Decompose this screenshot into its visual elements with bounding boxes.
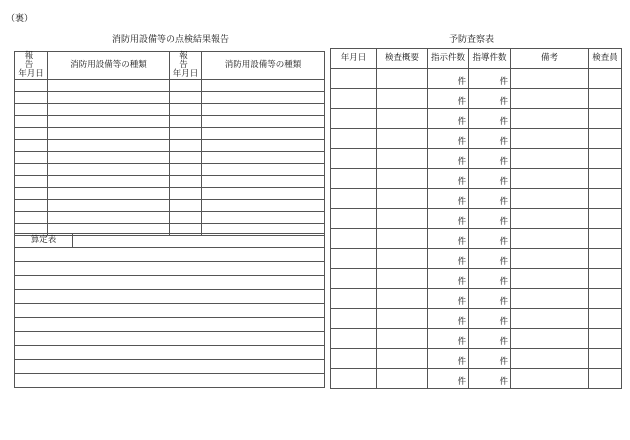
count-unit: 件 — [499, 377, 508, 388]
count-unit: 件 — [457, 257, 466, 268]
report-date-header-line1: 報 告 — [24, 51, 42, 70]
inspection-cell — [511, 109, 589, 129]
count-unit: 件 — [499, 237, 508, 248]
inspection-cell — [511, 189, 589, 209]
inspection-cell — [377, 249, 428, 269]
inspection-cell — [511, 69, 589, 89]
inspection-cell — [589, 289, 622, 309]
guidance-count-cell — [469, 269, 511, 289]
inspection-date-header: 年月日 — [331, 49, 377, 69]
count-unit: 件 — [457, 217, 466, 228]
count-unit: 件 — [457, 297, 466, 308]
calc-cell — [15, 318, 325, 332]
inspection-cell — [377, 149, 428, 169]
guidance-count-cell — [469, 89, 511, 109]
calc-table — [14, 233, 325, 388]
directions-count-cell — [428, 349, 469, 369]
report-row — [15, 103, 325, 115]
count-unit: 件 — [457, 317, 466, 328]
page-marker: （裏） — [6, 14, 34, 24]
inspection-cell — [589, 209, 622, 229]
guidance-count-cell — [469, 169, 511, 189]
calc-cell — [15, 290, 325, 304]
count-unit: 件 — [457, 277, 466, 288]
report-row — [15, 199, 325, 211]
report-cell — [170, 127, 202, 139]
inspection-cell — [331, 309, 377, 329]
count-unit: 件 — [499, 297, 508, 308]
directions-count-cell — [428, 109, 469, 129]
report-date-header-line1: 報 告 — [179, 51, 196, 70]
count-unit: 件 — [499, 277, 508, 288]
count-unit: 件 — [457, 97, 466, 108]
inspection-cell — [331, 209, 377, 229]
inspection-cell — [511, 249, 589, 269]
count-unit: 件 — [499, 357, 508, 368]
directions-count-cell — [428, 69, 469, 89]
inspection-cell — [331, 89, 377, 109]
inspection-directions-header: 指示件数 — [428, 49, 469, 69]
count-unit: 件 — [499, 137, 508, 148]
count-unit: 件 — [499, 117, 508, 128]
inspection-cell — [331, 269, 377, 289]
inspection-cell — [589, 309, 622, 329]
inspection-cell — [511, 369, 589, 389]
count-unit: 件 — [457, 337, 466, 348]
inspection-row — [331, 229, 622, 249]
report-row — [15, 127, 325, 139]
inspection-row — [331, 189, 622, 209]
guidance-count-cell — [469, 369, 511, 389]
inspection-title: 予防査察表 — [449, 35, 495, 45]
inspection-cell — [589, 369, 622, 389]
guidance-count-cell — [469, 109, 511, 129]
inspection-inspector-header: 検査員 — [589, 49, 622, 69]
report-cell — [15, 187, 48, 199]
guidance-count-cell — [469, 149, 511, 169]
count-unit: 件 — [499, 97, 508, 108]
guidance-count-cell — [469, 309, 511, 329]
report-cell — [202, 115, 325, 127]
inspection-cell — [377, 229, 428, 249]
report-cell — [48, 151, 170, 163]
guidance-count-cell — [469, 229, 511, 249]
guidance-count-cell — [469, 349, 511, 369]
report-cell — [202, 211, 325, 223]
inspection-cell — [589, 269, 622, 289]
guidance-count-cell — [469, 249, 511, 269]
report-cell — [15, 139, 48, 151]
inspection-cell — [377, 329, 428, 349]
directions-count-cell — [428, 129, 469, 149]
directions-count-cell — [428, 209, 469, 229]
count-unit: 件 — [499, 177, 508, 188]
inspection-row — [331, 69, 622, 89]
directions-count-cell — [428, 329, 469, 349]
report-cell — [15, 127, 48, 139]
inspection-cell — [511, 149, 589, 169]
inspection-cell — [589, 149, 622, 169]
report-cell — [170, 79, 202, 91]
inspection-row — [331, 269, 622, 289]
inspection-cell — [589, 169, 622, 189]
inspection-cell — [511, 169, 589, 189]
report-row — [15, 91, 325, 103]
inspection-cell — [377, 169, 428, 189]
inspection-overview-header: 検査概要 — [377, 49, 428, 69]
inspection-cell — [331, 249, 377, 269]
inspection-cell — [377, 89, 428, 109]
report-cell — [48, 91, 170, 103]
report-cell — [170, 139, 202, 151]
directions-count-cell — [428, 369, 469, 389]
directions-count-cell — [428, 189, 469, 209]
report-cell — [48, 163, 170, 175]
report-cell — [202, 91, 325, 103]
report-cell — [15, 151, 48, 163]
report-cell — [15, 163, 48, 175]
inspection-cell — [331, 349, 377, 369]
report-cell — [170, 115, 202, 127]
report-cell — [15, 91, 48, 103]
report-cell — [202, 163, 325, 175]
report-row — [15, 115, 325, 127]
count-unit: 件 — [499, 157, 508, 168]
guidance-count-cell — [469, 289, 511, 309]
inspection-cell — [511, 349, 589, 369]
inspection-cell — [589, 229, 622, 249]
inspection-row — [331, 109, 622, 129]
report-date-header-line2: 年月日 — [172, 68, 199, 79]
inspection-cell — [589, 69, 622, 89]
inspection-cell — [511, 329, 589, 349]
calc-header-row — [15, 234, 325, 248]
count-unit: 件 — [499, 257, 508, 268]
report-cell — [202, 187, 325, 199]
report-row — [15, 211, 325, 223]
report-cell — [170, 151, 202, 163]
inspection-cell — [331, 129, 377, 149]
calc-row — [15, 346, 325, 360]
calc-row — [15, 374, 325, 388]
inspection-table — [330, 48, 622, 389]
inspection-cell — [377, 349, 428, 369]
calc-row — [15, 276, 325, 290]
guidance-count-cell — [469, 329, 511, 349]
report-cell — [48, 115, 170, 127]
calc-cell — [15, 276, 325, 290]
inspection-cell — [589, 329, 622, 349]
inspection-cell — [331, 289, 377, 309]
count-unit: 件 — [499, 337, 508, 348]
count-unit: 件 — [499, 217, 508, 228]
inspection-guidance-header: 指導件数 — [469, 49, 511, 69]
count-unit: 件 — [499, 77, 508, 88]
inspection-cell — [511, 229, 589, 249]
report-cell — [48, 79, 170, 91]
report-cell — [15, 211, 48, 223]
report-cell — [170, 187, 202, 199]
directions-count-cell — [428, 289, 469, 309]
calc-cell — [15, 346, 325, 360]
inspection-cell — [589, 249, 622, 269]
inspection-row — [331, 369, 622, 389]
report-cell — [48, 211, 170, 223]
report-cell — [202, 103, 325, 115]
calc-cell — [15, 374, 325, 388]
directions-count-cell — [428, 269, 469, 289]
inspection-row — [331, 209, 622, 229]
directions-count-cell — [428, 229, 469, 249]
calc-row — [15, 360, 325, 374]
directions-count-cell — [428, 89, 469, 109]
inspection-cell — [511, 309, 589, 329]
report-cell — [170, 199, 202, 211]
report-cell — [15, 115, 48, 127]
calc-cell — [15, 304, 325, 318]
count-unit: 件 — [457, 77, 466, 88]
report-cell — [170, 163, 202, 175]
inspection-cell — [331, 69, 377, 89]
count-unit: 件 — [457, 117, 466, 128]
report-row — [15, 187, 325, 199]
calc-cell — [15, 360, 325, 374]
report-cell — [15, 103, 48, 115]
inspection-cell — [511, 269, 589, 289]
inspection-header-row — [331, 49, 622, 69]
inspection-row — [331, 289, 622, 309]
calc-row — [15, 318, 325, 332]
report-cell — [170, 175, 202, 187]
report-table — [14, 51, 325, 236]
directions-count-cell — [428, 149, 469, 169]
report-cell — [202, 79, 325, 91]
inspection-cell — [377, 309, 428, 329]
inspection-cell — [377, 289, 428, 309]
inspection-cell — [511, 289, 589, 309]
inspection-cell — [377, 209, 428, 229]
inspection-cell — [331, 169, 377, 189]
count-unit: 件 — [457, 237, 466, 248]
report-cell — [48, 175, 170, 187]
report-cell — [170, 91, 202, 103]
inspection-cell — [331, 229, 377, 249]
guidance-count-cell — [469, 189, 511, 209]
calc-header-blank — [73, 234, 325, 248]
report-cell — [48, 103, 170, 115]
report-cell — [15, 175, 48, 187]
count-unit: 件 — [457, 177, 466, 188]
directions-count-cell — [428, 249, 469, 269]
inspection-cell — [589, 189, 622, 209]
inspection-cell — [377, 189, 428, 209]
inspection-cell — [589, 129, 622, 149]
inspection-remarks-header: 備考 — [511, 49, 589, 69]
guidance-count-cell — [469, 129, 511, 149]
directions-count-cell — [428, 309, 469, 329]
inspection-cell — [511, 129, 589, 149]
inspection-cell — [511, 209, 589, 229]
report-cell — [202, 139, 325, 151]
inspection-cell — [589, 109, 622, 129]
inspection-cell — [331, 369, 377, 389]
inspection-cell — [331, 329, 377, 349]
inspection-cell — [377, 269, 428, 289]
count-unit: 件 — [457, 357, 466, 368]
report-cell — [48, 199, 170, 211]
inspection-cell — [377, 129, 428, 149]
inspection-row — [331, 169, 622, 189]
directions-count-cell — [428, 169, 469, 189]
report-date-header-right — [170, 52, 202, 80]
report-cell — [170, 211, 202, 223]
count-unit: 件 — [457, 137, 466, 148]
calc-row — [15, 304, 325, 318]
inspection-row — [331, 349, 622, 369]
inspection-cell — [331, 189, 377, 209]
report-row — [15, 175, 325, 187]
inspection-cell — [377, 369, 428, 389]
report-cell — [48, 127, 170, 139]
inspection-cell — [331, 109, 377, 129]
inspection-cell — [589, 349, 622, 369]
calc-row — [15, 248, 325, 262]
inspection-row — [331, 89, 622, 109]
inspection-cell — [377, 109, 428, 129]
calc-label: 算定表 — [15, 234, 73, 248]
calc-row — [15, 262, 325, 276]
report-cell — [202, 151, 325, 163]
inspection-row — [331, 149, 622, 169]
inspection-row — [331, 309, 622, 329]
calc-row — [15, 290, 325, 304]
guidance-count-cell — [469, 209, 511, 229]
report-row — [15, 79, 325, 91]
inspection-row — [331, 329, 622, 349]
calc-cell — [15, 248, 325, 262]
report-date-header-line2: 年月日 — [18, 68, 44, 79]
report-cell — [15, 79, 48, 91]
inspection-row — [331, 249, 622, 269]
report-cell — [202, 199, 325, 211]
report-cell — [48, 139, 170, 151]
report-cell — [48, 187, 170, 199]
inspection-cell — [589, 89, 622, 109]
report-cell — [15, 199, 48, 211]
report-cell — [202, 175, 325, 187]
report-cell — [170, 103, 202, 115]
calc-cell — [15, 262, 325, 276]
report-date-header-left — [15, 52, 48, 80]
report-cell — [202, 127, 325, 139]
report-type-header-left: 消防用設備等の種類 — [48, 52, 170, 80]
count-unit: 件 — [457, 157, 466, 168]
report-row — [15, 139, 325, 151]
report-type-header-right: 消防用設備等の種類 — [202, 52, 325, 80]
count-unit: 件 — [457, 197, 466, 208]
report-title: 消防用設備等の点検結果報告 — [112, 35, 230, 45]
count-unit: 件 — [499, 197, 508, 208]
calc-row — [15, 332, 325, 346]
count-unit: 件 — [499, 317, 508, 328]
report-row — [15, 163, 325, 175]
calc-cell — [15, 332, 325, 346]
report-header-row — [15, 52, 325, 80]
inspection-cell — [331, 149, 377, 169]
inspection-row — [331, 129, 622, 149]
inspection-cell — [511, 89, 589, 109]
report-row — [15, 151, 325, 163]
count-unit: 件 — [457, 377, 466, 388]
guidance-count-cell — [469, 69, 511, 89]
inspection-cell — [377, 69, 428, 89]
